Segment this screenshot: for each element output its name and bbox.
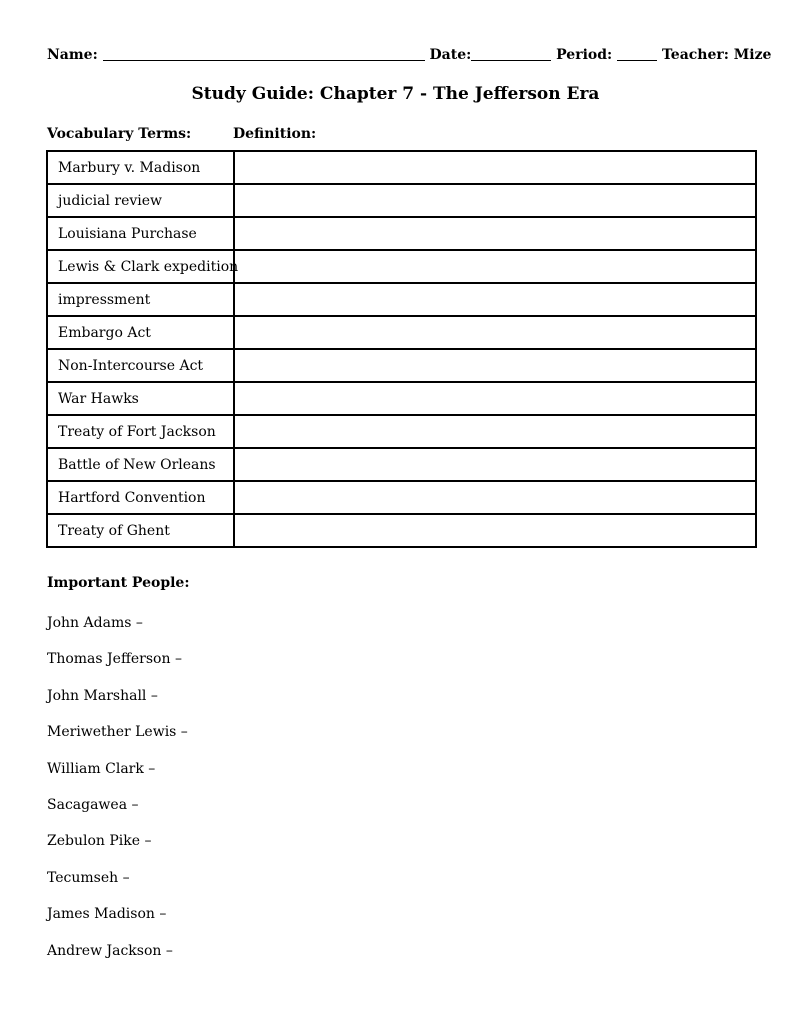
- table-row: [47, 250, 756, 283]
- list-item: John Adams –: [47, 615, 143, 631]
- definition-cell[interactable]: [234, 151, 756, 184]
- definition-cell[interactable]: [234, 184, 756, 217]
- definition-cell[interactable]: [234, 448, 756, 481]
- definition-cell[interactable]: [234, 481, 756, 514]
- list-item: Tecumseh –: [47, 869, 130, 886]
- table-row: [47, 217, 756, 250]
- vocab-term: Treaty of Ghent: [47, 514, 234, 547]
- definition-cell[interactable]: [234, 415, 756, 448]
- list-item: Sacagawea –: [47, 796, 139, 813]
- table-row: [47, 316, 756, 349]
- important-people-heading: Important People:: [47, 575, 190, 591]
- table-row: [47, 349, 756, 382]
- definition-cell[interactable]: [234, 514, 756, 547]
- vocab-term: Non-Intercourse Act: [47, 349, 234, 382]
- table-row: [47, 382, 756, 415]
- list-item: John Marshall –: [47, 687, 158, 704]
- list-item: Thomas Jefferson –: [47, 651, 182, 668]
- vocab-term: Lewis & Clark expedition: [47, 250, 234, 283]
- table-row: [47, 514, 756, 547]
- period-blank[interactable]: [617, 46, 657, 61]
- list-item: Zebulon Pike –: [47, 833, 152, 850]
- date-label: Date:: [429, 47, 472, 63]
- vocab-term: Battle of New Orleans: [47, 448, 234, 481]
- vocabulary-table: [46, 150, 757, 548]
- definition-cell[interactable]: [234, 250, 756, 283]
- table-row: [47, 415, 756, 448]
- student-info-header: [47, 46, 772, 63]
- definition-heading: Definition:: [233, 126, 317, 142]
- list-item: Meriwether Lewis –: [47, 724, 188, 741]
- list-item: William Clark –: [47, 760, 156, 777]
- vocab-term: Hartford Convention: [47, 481, 234, 514]
- vocab-term: impressment: [47, 283, 234, 316]
- list-item: James Madison –: [47, 906, 167, 923]
- page-title: Study Guide: Chapter 7 - The Jefferson Era: [191, 84, 600, 104]
- vocab-term: Louisiana Purchase: [47, 217, 234, 250]
- vocabulary-terms-heading: Vocabulary Terms:: [47, 126, 192, 142]
- name-label: Name:: [47, 47, 98, 63]
- table-row: [47, 448, 756, 481]
- vocab-term: judicial review: [47, 184, 234, 217]
- table-row: [47, 481, 756, 514]
- table-row: [47, 151, 756, 184]
- vocab-term: War Hawks: [47, 382, 234, 415]
- definition-cell[interactable]: [234, 349, 756, 382]
- vocab-term: Embargo Act: [47, 316, 234, 349]
- definition-cell[interactable]: [234, 283, 756, 316]
- table-row: [47, 184, 756, 217]
- definition-cell[interactable]: [234, 217, 756, 250]
- list-item: Andrew Jackson –: [47, 942, 173, 959]
- definition-cell[interactable]: [234, 316, 756, 349]
- definition-cell[interactable]: [234, 382, 756, 415]
- important-people-list: [47, 614, 188, 978]
- date-blank[interactable]: [471, 46, 551, 61]
- vocab-term: Marbury v. Madison: [47, 151, 234, 184]
- name-blank[interactable]: [103, 46, 425, 61]
- period-label: Period:: [556, 47, 613, 63]
- table-row: [47, 283, 756, 316]
- vocab-term: Treaty of Fort Jackson: [47, 415, 234, 448]
- teacher-label: Teacher: Mize: [661, 47, 772, 63]
